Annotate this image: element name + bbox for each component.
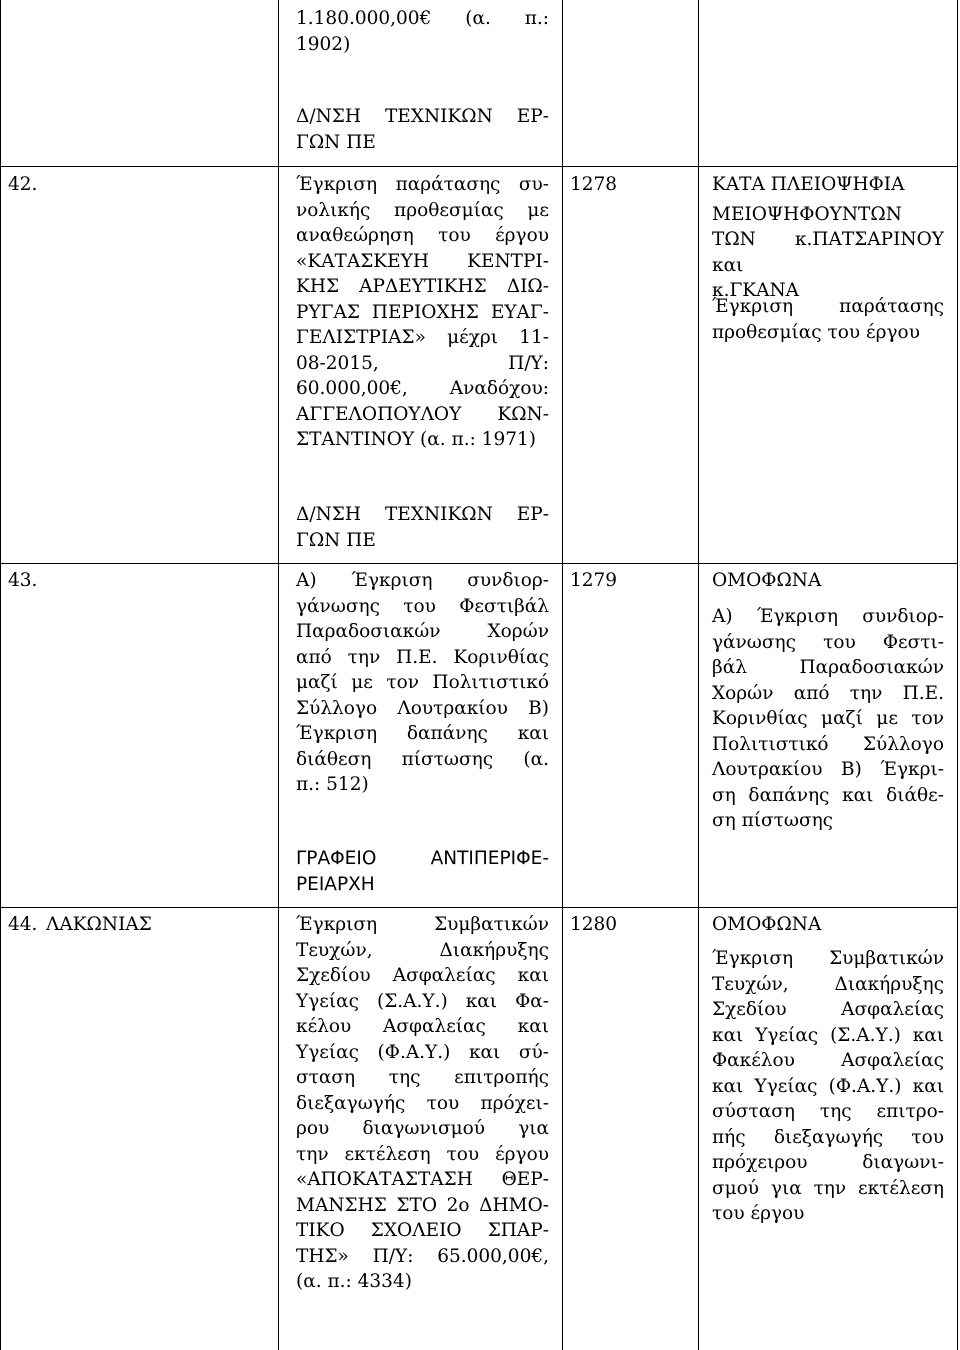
row43-decision (712, 604, 944, 834)
row42-subject-line: ΡΥΓΑΣ ΠΕΡΙΟΧΗΣ ΕΥΑΓ- (296, 301, 549, 323)
row42-subject-line: νολικής προθεσμίας με (296, 199, 549, 221)
row43-decision-line: Πολιτιστικό Σύλλογο (712, 733, 944, 755)
row42-department (296, 502, 549, 553)
row44-vote: ΟΜΟΦΩΝΑ (712, 914, 822, 935)
row44-decision-line: Σχεδίου Ασφαλείας (712, 999, 944, 1020)
row44-subject-line: διεξαγωγής του πρόχει- (296, 1092, 549, 1114)
row44-decision-number: 1280 (570, 914, 618, 935)
row44-decision (712, 946, 944, 1227)
row42-decision-line: Έγκριση παράτασης (712, 296, 944, 317)
row41-department-line: ΓΩΝ ΠΕ (296, 131, 376, 153)
row44-subject-line: κέλου Ασφαλείας και (296, 1016, 549, 1037)
row42-department-line: Δ/ΝΣΗ ΤΕΧΝΙΚΩΝ ΕΡ- (296, 504, 549, 525)
row43-decision-line: Χορών από την Π.Ε. (712, 682, 944, 704)
row41-amount (296, 6, 549, 57)
table-border-right (957, 0, 958, 1350)
row42-vote-line: ΤΩΝ κ.ΠΑΤΣΑΡΙΝΟΥ και (712, 229, 944, 276)
row42-decision-line: προθεσμίας του έργου (712, 321, 920, 343)
row44-subject-line: ΤΗΣ» Π/Υ: 65.000,00€, (296, 1245, 549, 1267)
row44-subject-line: ρου διαγωνισμού για (296, 1118, 549, 1139)
row44-subject-line: Υγείας (Φ.Α.Υ.) και σύ- (296, 1041, 549, 1063)
row43-decision-line: ση πίστωσης (712, 810, 834, 831)
row41-amount-line: 1902) (296, 33, 351, 55)
row-divider-42 (0, 166, 958, 167)
row42-decision (712, 294, 944, 345)
row42-vote (712, 172, 944, 304)
column-divider-decision-no (698, 0, 699, 1350)
row43-subject-line: γάνωσης του Φεστιβάλ (296, 595, 549, 617)
row43-subject-line: Έγκριση δαπάνης και (296, 723, 549, 744)
row44-decision-line: Έγκριση Συμβατικών (712, 948, 944, 969)
row42-subject-line: ΓΕΛΙΣΤΡΙΑΣ» μέχρι 11- (296, 327, 549, 348)
row44-decision-line: και Υγείας (Σ.Α.Υ.) και (712, 1024, 944, 1046)
row42-subject-line: ΣΤΑΝΤΙΝΟΥ (α. π.: 1971) (296, 429, 536, 450)
row44-subject-line: σταση της επιτροπής (296, 1067, 549, 1088)
row44-decision-line: Τευχών, Διακήρυξης (712, 973, 944, 995)
row43-department-line: ΡΕΙΑΡΧΗ (296, 873, 375, 895)
row42-subject (296, 172, 549, 453)
row42-number: 42. (8, 174, 38, 195)
row44-decision-line: πής διεξαγωγής του (712, 1126, 944, 1148)
row44-subject-line: ΜΑΝΣΗΣ ΣΤΟ 2ο ΔΗΜΟ- (296, 1194, 549, 1216)
row43-department (296, 846, 549, 897)
row44-decision-line: σύσταση της επιτρο- (712, 1101, 944, 1122)
row44-decision-line: του έργου (712, 1203, 805, 1224)
row43-subject (296, 568, 549, 798)
row43-decision-number: 1279 (570, 570, 618, 591)
row43-number: 43. (8, 570, 38, 591)
row44-subject-line: Τευχών, Διακήρυξης (296, 939, 549, 961)
row43-vote: ΟΜΟΦΩΝΑ (712, 570, 822, 591)
row44-decision-line: Φακέλου Ασφαλείας (712, 1050, 944, 1071)
row-divider-43 (0, 563, 958, 564)
row43-subject-line: Α) Έγκριση συνδιορ- (296, 570, 549, 591)
row43-subject-line: από την Π.Ε. Κορινθίας (296, 646, 549, 668)
row44-region: ΛΑΚΩΝΙΑΣ (46, 914, 152, 935)
row43-decision-line: ση δαπάνης και διάθε- (712, 784, 944, 806)
row44-subject-line: Έγκριση Συμβατικών (296, 914, 549, 935)
row44-decision-line: σμού για την εκτέλεση (712, 1177, 944, 1199)
row44-subject-line: Υγείας (Σ.Α.Υ.) και Φα- (296, 990, 549, 1012)
row44-subject-line: την εκτέλεση του έργου (296, 1143, 549, 1165)
row42-subject-line: 08-2015, Π/Υ: (296, 352, 549, 374)
row43-decision-line: γάνωσης του Φεστι- (712, 631, 944, 653)
row42-vote-line: ΜΕΙΟΨΗΦΟΥΝΤΩΝ (712, 203, 902, 225)
table-border-left (0, 0, 1, 1350)
row41-department-line: Δ/ΝΣΗ ΤΕΧΝΙΚΩΝ ΕΡ- (296, 106, 549, 127)
row42-subject-line: «ΚΑΤΑΣΚΕΥΗ ΚΕΝΤΡΙ- (296, 250, 549, 272)
row43-decision-line: Κορινθίας μαζί με τον (712, 708, 944, 729)
row41-department (296, 104, 549, 155)
row43-decision-line: βάλ Παραδοσιακών (712, 657, 944, 678)
column-divider-region (278, 0, 279, 1350)
row42-vote-line: κ.ΓΚΑΝΑ (712, 280, 800, 301)
row43-subject-line: π.: 512) (296, 774, 369, 795)
row44-subject (296, 912, 549, 1295)
row43-subject-line: μαζί με τον Πολιτιστικό (296, 672, 549, 693)
row42-subject-line: ΑΓΓΕΛΟΠΟΥΛΟΥ ΚΩΝ- (296, 403, 549, 425)
row44-subject-line: Σχεδίου Ασφαλείας και (296, 965, 549, 986)
row42-subject-line: αναθεώρηση του έργου (296, 225, 549, 246)
row-divider-44 (0, 907, 958, 908)
row42-department-line: ΓΩΝ ΠΕ (296, 529, 376, 551)
row43-decision-line: Λουτρακίου Β) Έγκρι- (712, 759, 944, 780)
row42-subject-line: 60.000,00€, Αναδόχου: (296, 378, 549, 399)
row42-vote-line: ΚΑΤΑ ΠΛΕΙΟΨΗΦΙΑ (712, 174, 905, 195)
row42-subject-line: ΚΗΣ ΑΡΔΕΥΤΙΚΗΣ ΔΙΩ- (296, 276, 549, 297)
row42-decision-number: 1278 (570, 174, 618, 195)
row44-decision-line: και Υγείας (Φ.Α.Υ.) και (712, 1075, 944, 1097)
row44-decision-line: πρόχειρου διαγωνι- (712, 1152, 944, 1173)
row41-amount-line: 1.180.000,00€ (α. π.: (296, 8, 549, 29)
row44-subject-line: ΤΙΚΟ ΣΧΟΛΕΙΟ ΣΠΑΡ- (296, 1220, 549, 1241)
row43-department-line: ΓΡΑΦΕΙΟ ΑΝΤΙΠΕΡΙΦΕ- (296, 848, 549, 869)
row44-number: 44. (8, 914, 38, 935)
row43-subject-line: Σύλλογο Λουτρακίου Β) (296, 697, 549, 719)
row43-subject-line: Παραδοσιακών Χορών (296, 621, 549, 642)
row43-decision-line: Α) Έγκριση συνδιορ- (712, 606, 944, 627)
row43-subject-line: διάθεση πίστωσης (α. (296, 748, 549, 770)
column-divider-subject (562, 0, 563, 1350)
row44-subject-line: (α. π.: 4334) (296, 1271, 412, 1292)
row44-subject-line: «ΑΠΟΚΑΤΑΣΤΑΣΗ ΘΕΡ- (296, 1169, 549, 1190)
row42-subject-line: Έγκριση παράτασης συ- (296, 174, 549, 195)
